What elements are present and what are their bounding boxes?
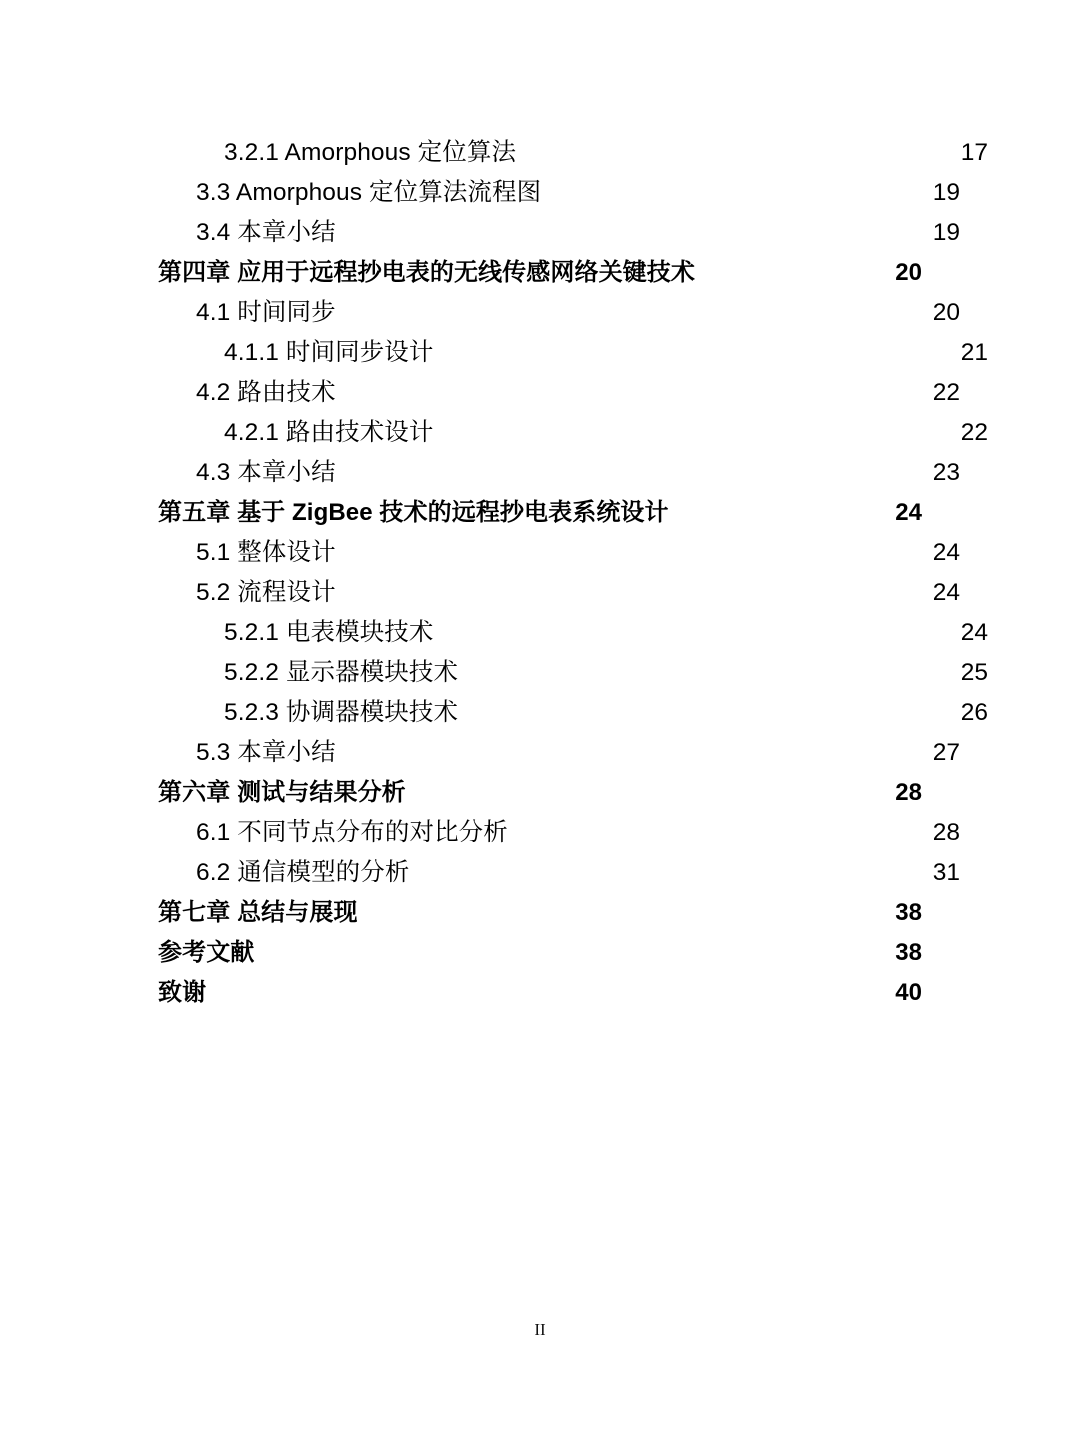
- toc-entry-page-number: 20: [895, 259, 922, 286]
- toc-entry-page-number: 19: [932, 219, 960, 246]
- page-number-footer: II: [534, 1320, 546, 1339]
- toc-entry-page-number: 21: [960, 339, 988, 366]
- toc-entry-page-number: 19: [932, 179, 960, 206]
- toc-dot-leader: [409, 864, 932, 880]
- toc-dot-leader: [458, 704, 961, 720]
- toc-entry-title: 致谢: [158, 979, 207, 1006]
- toc-entry[interactable]: [224, 653, 988, 693]
- toc-dot-leader: [516, 144, 961, 160]
- toc-entry-page-number: 26: [960, 699, 988, 726]
- toc-entry[interactable]: [224, 133, 988, 173]
- toc-dot-leader: [206, 984, 892, 1000]
- toc-dot-leader: [336, 744, 933, 760]
- toc-dot-leader: [541, 184, 933, 200]
- toc-entry-title: 3.2.1 Amorphous 定位算法: [224, 139, 517, 166]
- toc-entry-title: 5.2.3 协调器模块技术: [224, 699, 459, 726]
- toc-dot-leader: [672, 504, 893, 520]
- toc-dot-leader: [458, 664, 961, 680]
- toc-entry-page-number: 28: [895, 779, 922, 806]
- toc-entry-title: 第六章 测试与结果分析: [158, 779, 406, 806]
- toc-entry[interactable]: [224, 613, 988, 653]
- toc-entry[interactable]: [196, 293, 960, 333]
- toc-entry-title: 5.2 流程设计: [196, 579, 336, 606]
- toc-entry[interactable]: [158, 973, 922, 1013]
- toc-entry-title: 4.2 路由技术: [196, 379, 336, 406]
- toc-dot-leader: [336, 544, 933, 560]
- toc-entry-page-number: 24: [932, 579, 960, 606]
- toc-entry-page-number: 25: [960, 659, 988, 686]
- toc-entry-title: 5.3 本章小结: [196, 739, 336, 766]
- toc-dot-leader: [336, 384, 933, 400]
- toc-entry-title: 第五章 基于 ZigBee 技术的远程抄电表系统设计: [158, 499, 669, 526]
- toc-dot-leader: [434, 344, 961, 360]
- toc-entry-page-number: 31: [932, 859, 960, 886]
- toc-dot-leader: [409, 784, 893, 800]
- toc-entry-title: 4.3 本章小结: [196, 459, 336, 486]
- toc-entry[interactable]: [196, 813, 960, 853]
- toc-entry-page-number: 24: [960, 619, 988, 646]
- toc-dot-leader: [698, 264, 892, 280]
- toc-entry-title: 6.2 通信模型的分析: [196, 859, 410, 886]
- toc-entry[interactable]: [158, 893, 922, 933]
- toc-entry-page-number: 38: [895, 939, 922, 966]
- toc-entry[interactable]: [158, 933, 922, 973]
- toc-dot-leader: [508, 824, 933, 840]
- toc-entry-title: 4.2.1 路由技术设计: [224, 419, 434, 446]
- toc-entry-title: 3.3 Amorphous 定位算法流程图: [196, 179, 542, 206]
- toc-entry-page-number: 27: [932, 739, 960, 766]
- toc-entry-page-number: 23: [932, 459, 960, 486]
- toc-entry-title: 5.2.2 显示器模块技术: [224, 659, 459, 686]
- toc-entry[interactable]: [196, 213, 960, 253]
- toc-entry[interactable]: [196, 533, 960, 573]
- toc-entry[interactable]: [158, 253, 922, 293]
- toc-entry-title: 4.1.1 时间同步设计: [224, 339, 434, 366]
- toc-entry-page-number: 24: [932, 539, 960, 566]
- toc-dot-leader: [434, 624, 961, 640]
- toc-entry[interactable]: [224, 693, 988, 733]
- toc-entry-title: 5.2.1 电表模块技术: [224, 619, 434, 646]
- toc-entry[interactable]: [196, 853, 960, 893]
- toc-entry[interactable]: [196, 453, 960, 493]
- toc-dot-leader: [336, 224, 933, 240]
- toc-entry[interactable]: [224, 413, 988, 453]
- toc-dot-leader: [254, 944, 892, 960]
- toc-entry[interactable]: [158, 493, 922, 533]
- toc-entry-page-number: 40: [895, 979, 922, 1006]
- table-of-contents: [158, 133, 988, 1013]
- toc-entry-page-number: 38: [895, 899, 922, 926]
- toc-entry[interactable]: [158, 773, 922, 813]
- toc-dot-leader: [434, 424, 961, 440]
- toc-entry-title: 6.1 不同节点分布的对比分析: [196, 819, 508, 846]
- toc-entry[interactable]: [196, 733, 960, 773]
- toc-entry-page-number: 24: [895, 499, 922, 526]
- toc-entry-title: 第四章 应用于远程抄电表的无线传感网络关键技术: [158, 259, 695, 286]
- toc-entry-page-number: 20: [932, 299, 960, 326]
- toc-dot-leader: [358, 904, 893, 920]
- toc-entry-title: 4.1 时间同步: [196, 299, 336, 326]
- toc-entry-page-number: 22: [932, 379, 960, 406]
- toc-entry[interactable]: [224, 333, 988, 373]
- toc-entry-title: 参考文献: [158, 939, 255, 966]
- toc-entry-title: 第七章 总结与展现: [158, 899, 358, 926]
- toc-entry-page-number: 17: [960, 139, 988, 166]
- toc-dot-leader: [336, 464, 933, 480]
- toc-entry[interactable]: [196, 373, 960, 413]
- toc-dot-leader: [336, 584, 933, 600]
- toc-dot-leader: [336, 304, 933, 320]
- toc-entry-title: 3.4 本章小结: [196, 219, 336, 246]
- toc-entry[interactable]: [196, 173, 960, 213]
- toc-entry[interactable]: [196, 573, 960, 613]
- toc-entry-title: 5.1 整体设计: [196, 539, 336, 566]
- toc-entry-page-number: 28: [932, 819, 960, 846]
- toc-entry-page-number: 22: [960, 419, 988, 446]
